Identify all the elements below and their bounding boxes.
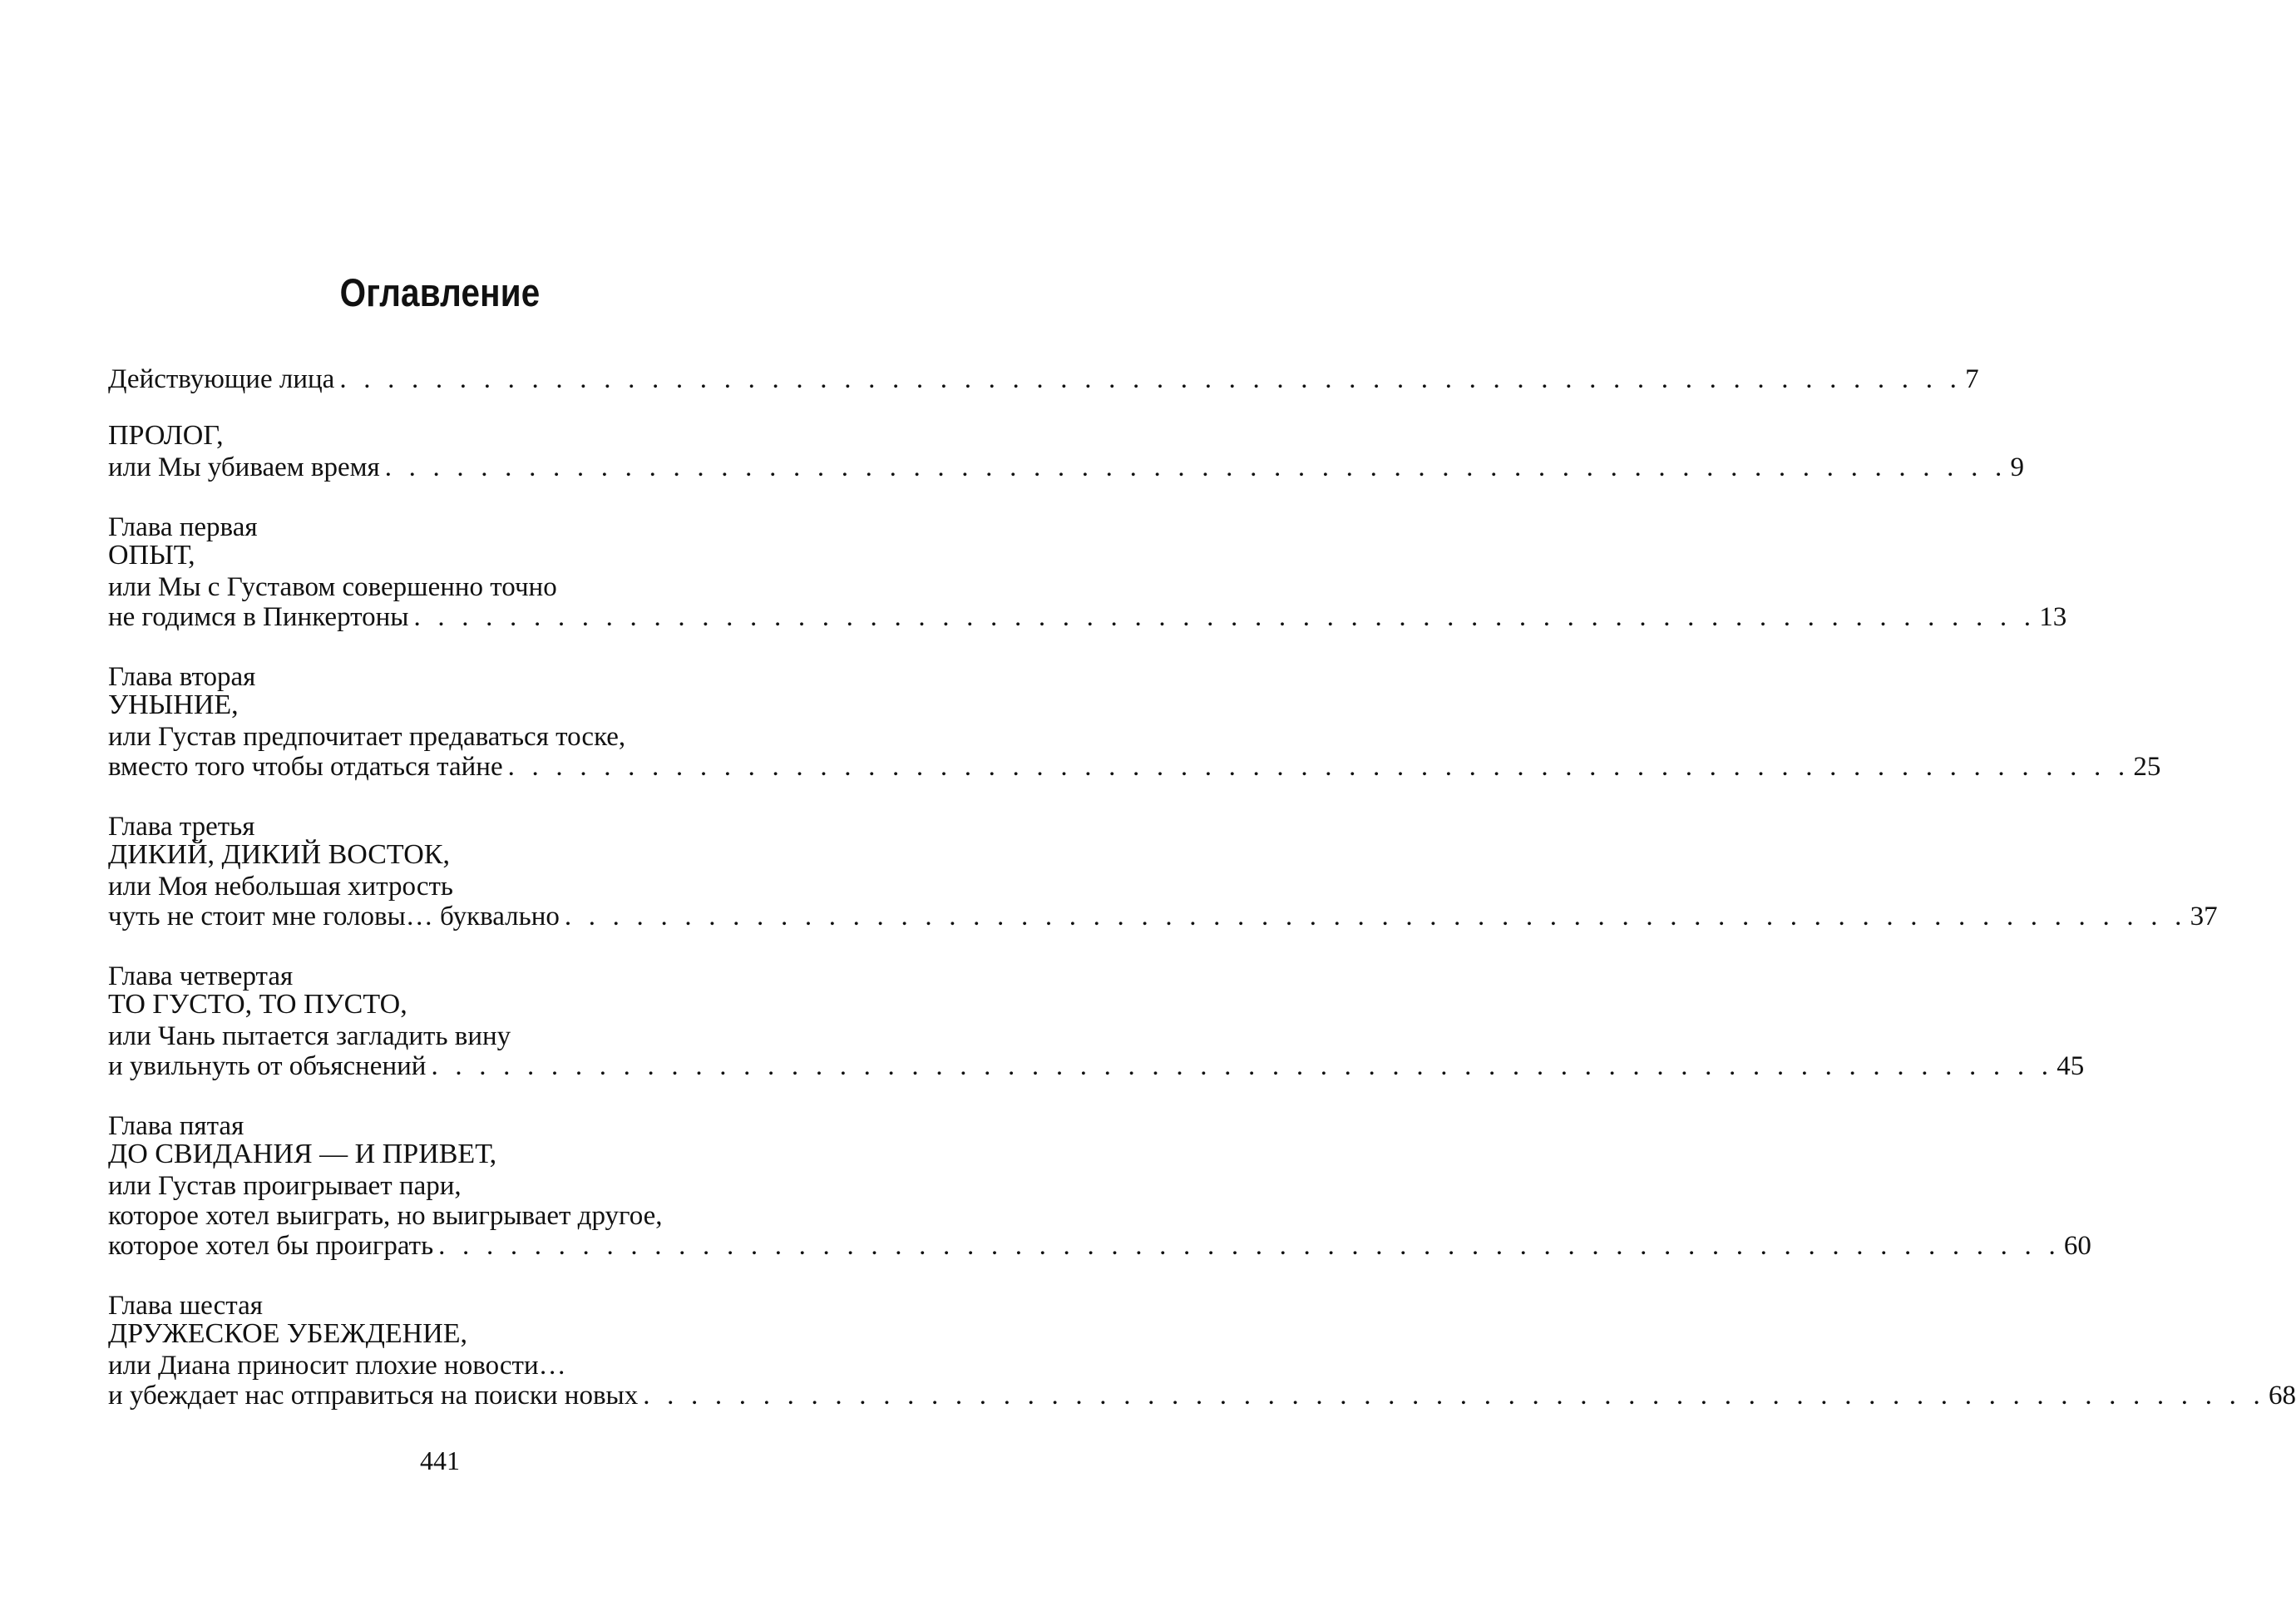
table-of-contents — [108, 364, 2296, 1411]
chapter-subtitle: которое хотел бы проиграть — [108, 1231, 434, 1261]
toc-entry-line — [108, 1231, 2091, 1261]
chapter-heading: УНЫНИЕ, — [108, 689, 239, 720]
chapter-heading: ДРУЖЕСКОЕ УБЕЖДЕНИЕ, — [108, 1318, 468, 1349]
dot-leader: . . . . . . . . . . . . . . . . . . . . . . . . . . . . . . . . . . . . . . . . . . . . . . . . . . . . . . . . . . . . . . . . . . . . — [507, 752, 2131, 782]
dot-leader: . . . . . . . . . . . . . . . . . . . . . . . . . . . . . . . . . . . . . . . . . . . . . . . . . . . . . . . . . . . . . . . . . . . . — [643, 1381, 2265, 1411]
page-number: 441 — [420, 1445, 460, 1475]
chapter-subtitle: или Мы убиваем время — [108, 452, 380, 482]
toc-page-number: 9 — [2010, 452, 2024, 482]
chapter-label: Глава первая — [108, 512, 258, 542]
toc-entry[interactable] — [108, 420, 2024, 482]
chapter-subtitle: или Чань пытается загладить вину — [108, 1021, 511, 1051]
dot-leader: . . . . . . . . . . . . . . . . . . . . . . . . . . . . . . . . . . . . . . . . . . . . . . . . . . . . . . . . . . . . . . . . . . . . — [413, 602, 2037, 632]
toc-entry[interactable] — [108, 662, 2161, 782]
dot-leader: . . . . . . . . . . . . . . . . . . . . . . . . . . . . . . . . . . . . . . . . . . . . . . . . . . . . . . . . . . . . . . . . . . . . — [438, 1231, 2061, 1261]
chapter-subtitle: вместо того чтобы отдаться тайне — [108, 752, 503, 782]
chapter-subtitle: и увильнуть от объяснений — [108, 1051, 427, 1081]
toc-page-number: 45 — [2057, 1051, 2085, 1081]
chapter-subtitle: которое хотел выиграть, но выигрывает другое, — [108, 1201, 663, 1231]
toc-entry-line — [108, 1051, 2085, 1081]
chapter-label: Глава шестая — [108, 1291, 263, 1321]
toc-entry[interactable] — [108, 961, 2085, 1081]
toc-entry[interactable] — [108, 1111, 2091, 1261]
chapter-heading: ТО ГУСТО, ТО ПУСТО, — [108, 989, 407, 1020]
chapter-subtitle: или Мы с Густавом совершенно точно — [108, 572, 557, 602]
chapter-subtitle: не годимся в Пинкертоны — [108, 602, 409, 632]
chapter-subtitle: или Густав проигрывает пари, — [108, 1171, 462, 1201]
toc-page-number: 7 — [1965, 364, 1979, 394]
toc-entry-line — [108, 752, 2161, 782]
toc-entry[interactable] — [108, 512, 2067, 632]
toc-page-number: 13 — [2039, 602, 2067, 632]
dot-leader: . . . . . . . . . . . . . . . . . . . . . . . . . . . . . . . . . . . . . . . . . . . . . . . . . . . . . . . . . . . . . . . . . . . . — [431, 1051, 2054, 1081]
toc-page-number: 25 — [2133, 752, 2161, 782]
chapter-heading: ДО СВИДАНИЯ — И ПРИВЕТ, — [108, 1139, 497, 1169]
chapter-heading: ДИКИЙ, ДИКИЙ ВОСТОК, — [108, 839, 450, 870]
chapter-subtitle: чуть не стоит мне головы… буквально — [108, 902, 560, 931]
toc-entry-line — [108, 602, 2067, 632]
toc-entry[interactable] — [108, 364, 1979, 394]
page-title: Оглавление — [339, 270, 541, 314]
toc-entry-title: Действующие лица — [108, 364, 335, 394]
chapter-subtitle: или Густав предпочитает предаваться тоске, — [108, 722, 626, 752]
chapter-label: Глава пятая — [108, 1111, 244, 1141]
chapter-label: Глава вторая — [108, 662, 256, 692]
chapter-subtitle: или Диана приносит плохие новости… — [108, 1351, 566, 1381]
toc-page-number: 37 — [2190, 902, 2218, 931]
chapter-heading: ОПЫТ, — [108, 540, 195, 571]
toc-entry-line — [108, 452, 2024, 482]
toc-page-number: 60 — [2063, 1231, 2091, 1261]
chapter-subtitle: и убеждает нас отправиться на поиски новых — [108, 1381, 639, 1411]
chapter-subtitle: или Моя небольшая хитрость — [108, 872, 453, 902]
toc-page-number: 68 — [2268, 1381, 2296, 1411]
chapter-label: Глава четвертая — [108, 961, 294, 991]
dot-leader: . . . . . . . . . . . . . . . . . . . . . . . . . . . . . . . . . . . . . . . . . . . . . . . . . . . . . . . . . . . . . . . . . . . . — [564, 902, 2187, 931]
toc-entry[interactable] — [108, 1291, 2296, 1411]
toc-entry-line — [108, 364, 1979, 394]
dot-leader: . . . . . . . . . . . . . . . . . . . . . . . . . . . . . . . . . . . . . . . . . . . . . . . . . . . . . . . . . . . . . . . . . . . . — [339, 364, 1963, 394]
dot-leader: . . . . . . . . . . . . . . . . . . . . . . . . . . . . . . . . . . . . . . . . . . . . . . . . . . . . . . . . . . . . . . . . . . . . — [384, 452, 2007, 482]
chapter-heading: ПРОЛОГ, — [108, 420, 224, 451]
toc-entry-line — [108, 902, 2218, 931]
toc-entry-line — [108, 1381, 2296, 1411]
chapter-label: Глава третья — [108, 812, 255, 842]
toc-entry[interactable] — [108, 812, 2218, 931]
